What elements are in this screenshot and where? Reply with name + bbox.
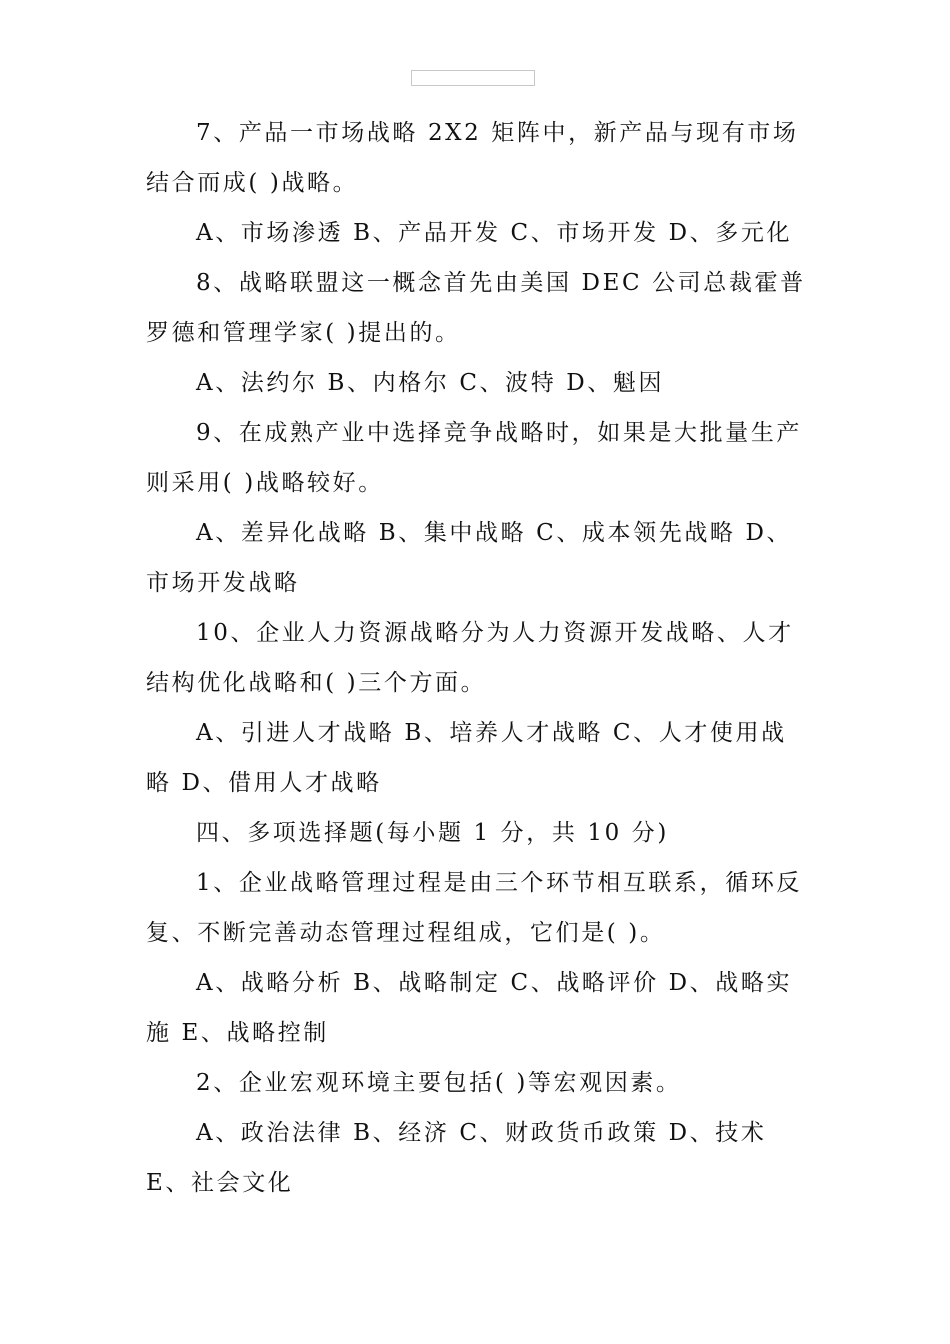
multi-question-1: 1、企业战略管理过程是由三个环节相互联系，循环反复、不断完善动态管理过程组成，它们是( )。 [146,870,803,946]
multi-question-2-options: A、政治法律 B、经济 C、财政货币政策 D、技术 E、社会文化 [146,1120,767,1196]
question-10: 10、企业人力资源战略分为人力资源开发战略、人才结构优化战略和( )三个方面。 [146,620,794,696]
question-7: 7、产品一市场战略 2X2 矩阵中，新产品与现有市场结合而成( )战略。 [146,120,799,196]
question-9: 9、在成熟产业中选择竞争战略时，如果是大批量生产则采用( )战略较好。 [146,420,803,496]
header-placeholder-box [411,70,535,86]
question-10-options: A、引进人才战略 B、培养人才战略 C、人才使用战略 D、借用人才战略 [146,720,787,796]
question-9-options: A、差异化战略 B、集中战略 C、成本领先战略 D、市场开发战略 [146,520,793,596]
question-7-options: A、市场渗透 B、产品开发 C、市场开发 D、多元化 [196,220,793,246]
multi-question-1-options: A、战略分析 B、战略制定 C、战略评价 D、战略实施 E、战略控制 [146,970,793,1046]
section-heading-multiple-choice: 四、多项选择题(每小题 1 分，共 10 分) [196,820,669,846]
document-body [146,108,808,1208]
question-8-options: A、法约尔 B、内格尔 C、波特 D、魁因 [196,370,665,396]
multi-question-2: 2、企业宏观环境主要包括( )等宏观因素。 [196,1070,682,1096]
question-8: 8、战略联盟这一概念首先由美国 DEC 公司总裁霍普罗德和管理学家( )提出的。 [146,270,806,346]
